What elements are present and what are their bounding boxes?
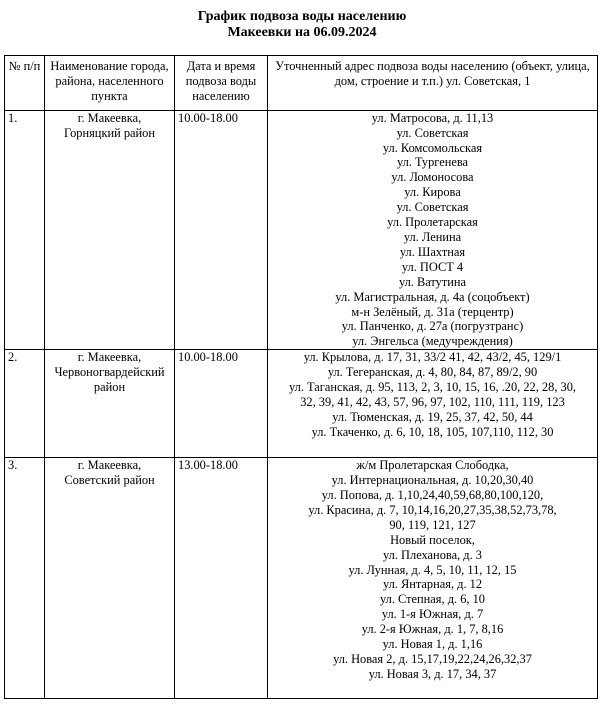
address-line: Новый поселок, <box>390 532 475 547</box>
delivery-time: 13.00-18.00 <box>175 458 268 699</box>
locality-line: район <box>93 380 126 395</box>
address-line: ул. Таганская, д. 95, 113, 2, 3, 10, 15, 16, .20, 22, 28, 30, <box>288 380 577 395</box>
row-number: 2. <box>5 350 45 458</box>
address-line: ул. Новая 2, д. 15,17,19,22,24,26,32,37 <box>333 652 532 666</box>
locality-cell <box>45 458 175 699</box>
address-line: ул. Комсомольская <box>382 140 483 155</box>
address-line: ул. Плеханова, д. 3 <box>383 547 482 562</box>
document-title <box>0 9 604 41</box>
title-line-1: График подвоза воды населению <box>197 9 407 24</box>
header-number: № п/п <box>5 56 45 111</box>
address-line: ул. Кирова <box>404 185 461 200</box>
address-cell <box>268 458 598 699</box>
address-cell <box>268 350 598 458</box>
address-line: ул. Тюменская, д. 19, 25, 37, 42, 50, 44 <box>332 409 533 424</box>
address-line: ул. Тургенева <box>396 155 469 170</box>
address-line: ул. 2-я Южная, д. 1, 7, 8,16 <box>361 622 504 637</box>
delivery-time: 10.00-18.00 <box>175 110 268 350</box>
locality-line: Червоногвардейский <box>54 365 165 380</box>
row-number: 3. <box>5 458 45 699</box>
address-line: ул. Красина, д. 7, 10,14,16,20,27,35,38,52,73,78, <box>308 502 557 517</box>
title-line-2: Макеевки на 06.09.2024 <box>227 25 377 40</box>
address-line: ул. 1-я Южная, д. 7 <box>381 607 484 622</box>
address-line: ул. Матросова, д. 11,13 <box>371 110 494 125</box>
address-line: ул. Советская <box>396 200 469 215</box>
address-line: ул. Новая 1, д. 1,16 <box>382 637 483 652</box>
address-line: ул. Энгельса (медучреждения) <box>352 334 513 349</box>
locality-line: г. Макеевка, <box>77 110 142 125</box>
address-line: м-н Зелёный, д. 31а (терцентр) <box>351 304 514 319</box>
address-line: ул. Крылова, д. 17, 31, 33/2 41, 42, 43/2, 45, 129/1 <box>303 350 562 365</box>
address-cell <box>268 110 598 350</box>
header-locality: Наименование города, района, населенного пункта <box>45 56 175 111</box>
address-line: ул. Магистральная, д. 4а (соцобъект) <box>335 289 530 304</box>
header-address: Уточненный адрес подвоза воды населению (объект, улица, дом, строение и т.п.) ул. Советская, 1 <box>268 56 598 111</box>
address-line: ул. Шахтная <box>399 244 466 259</box>
table-header-row <box>5 56 598 111</box>
address-line: 32, 39, 41, 42, 43, 57, 96, 97, 102, 110, 111, 119, 123 <box>300 394 565 409</box>
address-line: ул. ПОСТ 4 <box>401 259 464 274</box>
address-line: ул. Советская <box>396 125 469 140</box>
address-line: ул. Ткаченко, д. 6, 10, 18, 105, 107,110, 112, 30 <box>311 424 554 439</box>
locality-line: Горняцкий район <box>64 125 155 140</box>
address-line: 90, 119, 121, 127 <box>389 517 476 532</box>
locality-cell <box>45 350 175 458</box>
address-line: ул. Панченко, д. 27а (погрузтранс) <box>341 319 524 334</box>
address-line: ул. Степная, д. 6, 10 <box>380 592 485 607</box>
address-line: ул. Ленина <box>403 229 462 244</box>
table-row <box>5 350 598 458</box>
table-row <box>5 458 598 699</box>
locality-cell <box>45 110 175 350</box>
address-line: ул. Тегеранская, д. 4, 80, 84, 87, 89/2, 90 <box>327 365 538 380</box>
address-line: ул. Ватутина <box>398 274 467 289</box>
row-number: 1. <box>5 110 45 350</box>
delivery-time: 10.00-18.00 <box>175 350 268 458</box>
locality-line: г. Макеевка, <box>77 350 142 365</box>
header-time: Дата и время подвоза воды населению <box>175 56 268 111</box>
address-line: ул. Янтарная, д. 12 <box>382 577 483 592</box>
address-line: ул. Пролетарская <box>387 215 478 230</box>
address-line: ул. Интернациональная, д. 10,20,30,40 <box>331 473 534 488</box>
address-line: ул. Ломоносова <box>391 170 474 185</box>
address-line: ул. Новая 3, д. 17, 34, 37 <box>368 666 497 681</box>
address-line: ул. Попова, д. 1,10,24,40,59,68,80,100,120, <box>321 488 544 503</box>
address-line: ул. Лунная, д. 4, 5, 10, 11, 12, 15 <box>348 562 517 577</box>
address-line: ж/м Пролетарская Слободка, <box>356 458 509 473</box>
table-row <box>5 110 598 350</box>
locality-line: г. Макеевка, <box>77 458 142 473</box>
water-schedule-table <box>4 55 598 699</box>
locality-line: Советский район <box>64 473 155 488</box>
